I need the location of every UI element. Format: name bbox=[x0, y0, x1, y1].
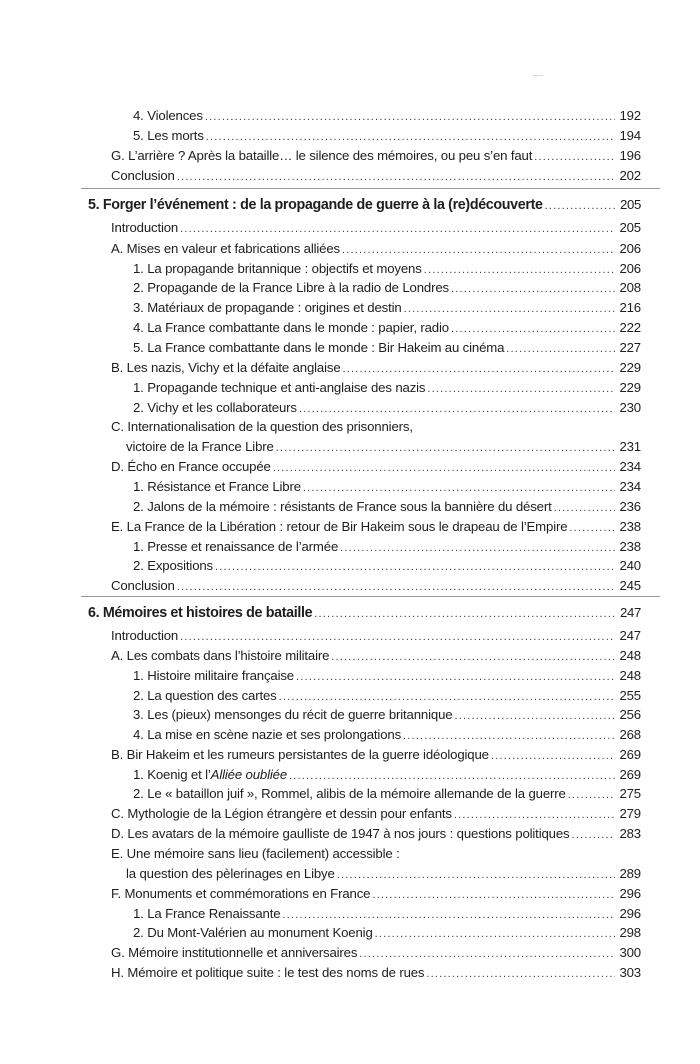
toc-entry-title: D. Écho en France occupée bbox=[111, 459, 271, 474]
dot-leader bbox=[359, 946, 615, 962]
page-number: 240 bbox=[619, 558, 641, 573]
toc-entry[interactable] bbox=[133, 707, 641, 724]
dot-leader bbox=[342, 242, 615, 258]
page-number: 229 bbox=[619, 380, 641, 395]
dot-leader bbox=[177, 169, 616, 185]
toc-entry[interactable] bbox=[133, 128, 641, 145]
page-number: 269 bbox=[619, 767, 641, 782]
toc-entry[interactable] bbox=[111, 360, 641, 377]
toc-entry-title: 3. Matériaux de propagande : origines et destin bbox=[133, 300, 402, 315]
toc-entry[interactable] bbox=[133, 499, 641, 516]
toc-entry[interactable] bbox=[133, 767, 641, 784]
toc-entry-title: 2. Expositions bbox=[133, 558, 213, 573]
dot-leader bbox=[343, 361, 616, 377]
toc-entry[interactable] bbox=[133, 558, 641, 575]
dot-leader bbox=[571, 827, 615, 843]
toc-entry-title: 1. La France Renaissante bbox=[133, 906, 281, 921]
toc-entry[interactable] bbox=[133, 539, 641, 556]
page-number: 248 bbox=[619, 648, 641, 663]
page-number: 275 bbox=[619, 786, 641, 801]
page-number: 202 bbox=[619, 168, 641, 183]
page-number: 216 bbox=[619, 300, 641, 315]
toc-entry-title: F. Monuments et commémorations en France bbox=[111, 886, 371, 901]
page-number: 296 bbox=[619, 906, 641, 921]
toc-entry[interactable] bbox=[111, 806, 641, 823]
dot-leader bbox=[276, 440, 616, 456]
toc-entry[interactable] bbox=[111, 419, 641, 435]
toc-entry-title: 1. Presse et renaissance de l’armée bbox=[133, 539, 339, 554]
dot-leader bbox=[296, 669, 615, 685]
toc-entry[interactable] bbox=[126, 866, 641, 883]
toc-entry[interactable] bbox=[111, 965, 641, 982]
toc-entry[interactable] bbox=[126, 439, 641, 456]
toc-entry[interactable] bbox=[133, 727, 641, 744]
dot-leader bbox=[454, 807, 616, 823]
page-number: 192 bbox=[619, 108, 641, 123]
chapter-separator-rule bbox=[81, 596, 660, 597]
toc-entry-title: C. Internationalisation de la question des prisonniers, bbox=[111, 419, 413, 434]
page-number: 238 bbox=[619, 519, 641, 534]
toc-entry-title: G. L’arrière ? Après la bataille… le silence des mémoires, ou peu s’en faut bbox=[111, 148, 533, 163]
dot-leader bbox=[454, 708, 615, 724]
toc-entry[interactable] bbox=[111, 148, 641, 165]
page-number: 256 bbox=[619, 707, 641, 722]
toc-entry-title: 2. Du Mont-Valérien au monument Koenig bbox=[133, 925, 373, 940]
toc-entry[interactable] bbox=[111, 826, 641, 843]
page-number: 245 bbox=[619, 578, 641, 593]
scan-artifact bbox=[533, 75, 543, 76]
toc-entry-title: 1. Propagande technique et anti-anglaise des nazis bbox=[133, 380, 426, 395]
toc-entry-title: 2. La question des cartes bbox=[133, 688, 277, 703]
toc-entry-title-italic: Alliée oubliée bbox=[210, 767, 288, 782]
page-number: 205 bbox=[620, 197, 641, 212]
page-number: 268 bbox=[619, 727, 641, 742]
dot-leader bbox=[273, 460, 616, 476]
page-number: 255 bbox=[619, 688, 641, 703]
toc-chapter-entry[interactable] bbox=[88, 605, 641, 622]
dot-leader bbox=[206, 129, 616, 145]
dot-leader bbox=[289, 768, 615, 784]
toc-entry[interactable] bbox=[133, 479, 641, 496]
dot-leader bbox=[424, 262, 616, 278]
toc-entry[interactable] bbox=[111, 578, 641, 595]
toc-entry-title: 5. La France combattante dans le monde : Bir Hakeim au cinéma bbox=[133, 340, 505, 355]
toc-entry[interactable] bbox=[111, 747, 641, 764]
dot-leader bbox=[491, 748, 616, 764]
dot-leader bbox=[340, 540, 615, 556]
toc-entry-title: Introduction bbox=[111, 220, 179, 235]
dot-leader bbox=[331, 649, 615, 665]
toc-entry-title: B. Les nazis, Vichy et la défaite anglaise bbox=[111, 360, 341, 375]
dot-leader bbox=[314, 606, 616, 622]
dot-leader bbox=[451, 281, 615, 297]
page-number: 248 bbox=[619, 668, 641, 683]
toc-entry-title: 6. Mémoires et histoires de bataille bbox=[88, 605, 313, 621]
dot-leader bbox=[569, 520, 615, 536]
toc-entry-title: 1. Histoire militaire française bbox=[133, 668, 294, 683]
toc-entry-title: D. Les avatars de la mémoire gaulliste de 1947 à nos jours : questions politiques bbox=[111, 826, 570, 841]
toc-entry[interactable] bbox=[133, 380, 641, 397]
dot-leader bbox=[427, 381, 615, 397]
toc-entry-title: Conclusion bbox=[111, 578, 175, 593]
dot-leader bbox=[534, 149, 615, 165]
toc-entry[interactable] bbox=[111, 168, 641, 185]
toc-entry-title: 2. Jalons de la mémoire : résistants de France sous la bannière du désert bbox=[133, 499, 552, 514]
toc-entry[interactable] bbox=[111, 241, 641, 258]
toc-entry[interactable] bbox=[111, 886, 641, 903]
page-number: 206 bbox=[619, 241, 641, 256]
dot-leader bbox=[545, 198, 616, 214]
toc-entry[interactable] bbox=[133, 906, 641, 923]
toc-entry[interactable] bbox=[111, 648, 641, 665]
dot-leader bbox=[282, 907, 615, 923]
toc-entry[interactable] bbox=[111, 628, 641, 645]
page-number: 234 bbox=[619, 479, 641, 494]
page-number: 230 bbox=[619, 400, 641, 415]
page-number: 229 bbox=[619, 360, 641, 375]
dot-leader bbox=[375, 926, 616, 942]
page-number: 194 bbox=[619, 128, 641, 143]
toc-entry[interactable] bbox=[133, 925, 641, 942]
dot-leader bbox=[372, 887, 615, 903]
dot-leader bbox=[451, 321, 616, 337]
dot-leader bbox=[303, 480, 616, 496]
page-number: 196 bbox=[619, 148, 641, 163]
page-number: 208 bbox=[619, 280, 641, 295]
toc-entry-title: C. Mythologie de la Légion étrangère et dessin pour enfants bbox=[111, 806, 452, 821]
dot-leader bbox=[279, 689, 616, 705]
toc-entry-title: 2. Propagande de la France Libre à la radio de Londres bbox=[133, 280, 449, 295]
toc-entry-title: 1. La propagande britannique : objectifs et moyens bbox=[133, 261, 422, 276]
toc-entry-title: 4. La mise en scène nazie et ses prolongations bbox=[133, 727, 402, 742]
toc-entry[interactable] bbox=[133, 340, 641, 357]
chapter-separator-rule bbox=[81, 188, 660, 189]
toc-entry[interactable] bbox=[133, 668, 641, 685]
toc-entry-title: 3. Les (pieux) mensonges du récit de guerre britannique bbox=[133, 707, 453, 722]
toc-entry[interactable] bbox=[133, 300, 641, 317]
page-number: 238 bbox=[619, 539, 641, 554]
page-number: 222 bbox=[619, 320, 641, 335]
toc-entry[interactable] bbox=[111, 220, 641, 237]
toc-entry[interactable] bbox=[133, 108, 641, 125]
toc-entry[interactable] bbox=[111, 459, 641, 476]
dot-leader bbox=[180, 629, 615, 645]
page-number: 247 bbox=[620, 605, 641, 620]
toc-entry-title: la question des pèlerinages en Libye bbox=[126, 866, 335, 881]
toc-entry-title: E. La France de la Libération : retour de Bir Hakeim sous le drapeau de l’Empire bbox=[111, 519, 568, 534]
page-number: 206 bbox=[619, 261, 641, 276]
toc-entry-title: 1. Koenig et l’Alliée oubliée bbox=[133, 767, 288, 782]
dot-leader bbox=[554, 500, 616, 516]
page-number: 296 bbox=[619, 886, 641, 901]
toc-entry-title: 4. Violences bbox=[133, 108, 203, 123]
page-number: 298 bbox=[619, 925, 641, 940]
toc-entry-title: 4. La France combattante dans le monde : papier, radio bbox=[133, 320, 449, 335]
toc-entry[interactable] bbox=[111, 519, 641, 536]
page-number: 279 bbox=[619, 806, 641, 821]
dot-leader bbox=[404, 301, 616, 317]
toc-entry[interactable] bbox=[133, 688, 641, 705]
dot-leader bbox=[568, 787, 616, 803]
toc-entry-title: E. Une mémoire sans lieu (facilement) accessible : bbox=[111, 846, 400, 861]
toc-entry-title: H. Mémoire et politique suite : le test des noms de rues bbox=[111, 965, 425, 980]
dot-leader bbox=[299, 401, 616, 417]
toc-chapter-entry[interactable] bbox=[88, 197, 641, 214]
toc-entry-title: Conclusion bbox=[111, 168, 175, 183]
dot-leader bbox=[403, 728, 615, 744]
dot-leader bbox=[215, 559, 615, 575]
dot-leader bbox=[337, 867, 616, 883]
page-number: 289 bbox=[619, 866, 641, 881]
toc-entry[interactable] bbox=[111, 846, 641, 862]
toc-entry-title: A. Mises en valeur et fabrications alliées bbox=[111, 241, 340, 256]
toc-entry[interactable] bbox=[133, 261, 641, 278]
page-number: 303 bbox=[619, 965, 641, 980]
page-number: 247 bbox=[619, 628, 641, 643]
toc-entry-title: victoire de la France Libre bbox=[126, 439, 274, 454]
toc-entry-title: Introduction bbox=[111, 628, 179, 643]
dot-leader bbox=[180, 221, 615, 237]
toc-entry-title: G. Mémoire institutionnelle et anniversaires bbox=[111, 945, 358, 960]
toc-entry-title: 2. Le « bataillon juif », Rommel, alibis de la mémoire allemande de la guerre bbox=[133, 786, 566, 801]
toc-entry-title: 5. Forger l’événement : de la propagande de guerre à la (re)découverte bbox=[88, 197, 543, 213]
page-number: 231 bbox=[619, 439, 641, 454]
dot-leader bbox=[205, 109, 616, 125]
toc-entry[interactable] bbox=[133, 786, 641, 803]
page-number: 269 bbox=[619, 747, 641, 762]
toc-entry[interactable] bbox=[133, 320, 641, 337]
page-number: 283 bbox=[619, 826, 641, 841]
toc-entry-title: 2. Vichy et les collaborateurs bbox=[133, 400, 297, 415]
page-number: 205 bbox=[619, 220, 641, 235]
toc-entry[interactable] bbox=[133, 280, 641, 297]
toc-entry-title: 5. Les morts bbox=[133, 128, 204, 143]
toc-entry[interactable] bbox=[111, 945, 641, 962]
dot-leader bbox=[426, 966, 615, 982]
page-number: 300 bbox=[619, 945, 641, 960]
dot-leader bbox=[177, 579, 616, 595]
toc-entry-title: A. Les combats dans l’histoire militaire bbox=[111, 648, 330, 663]
dot-leader bbox=[506, 341, 615, 357]
page-number: 236 bbox=[619, 499, 641, 514]
page-number: 227 bbox=[619, 340, 641, 355]
toc-entry[interactable] bbox=[133, 400, 641, 417]
page-number: 234 bbox=[619, 459, 641, 474]
toc-entry-title: B. Bir Hakeim et les rumeurs persistantes de la guerre idéologique bbox=[111, 747, 489, 762]
toc-entry-title: 1. Résistance et France Libre bbox=[133, 479, 301, 494]
